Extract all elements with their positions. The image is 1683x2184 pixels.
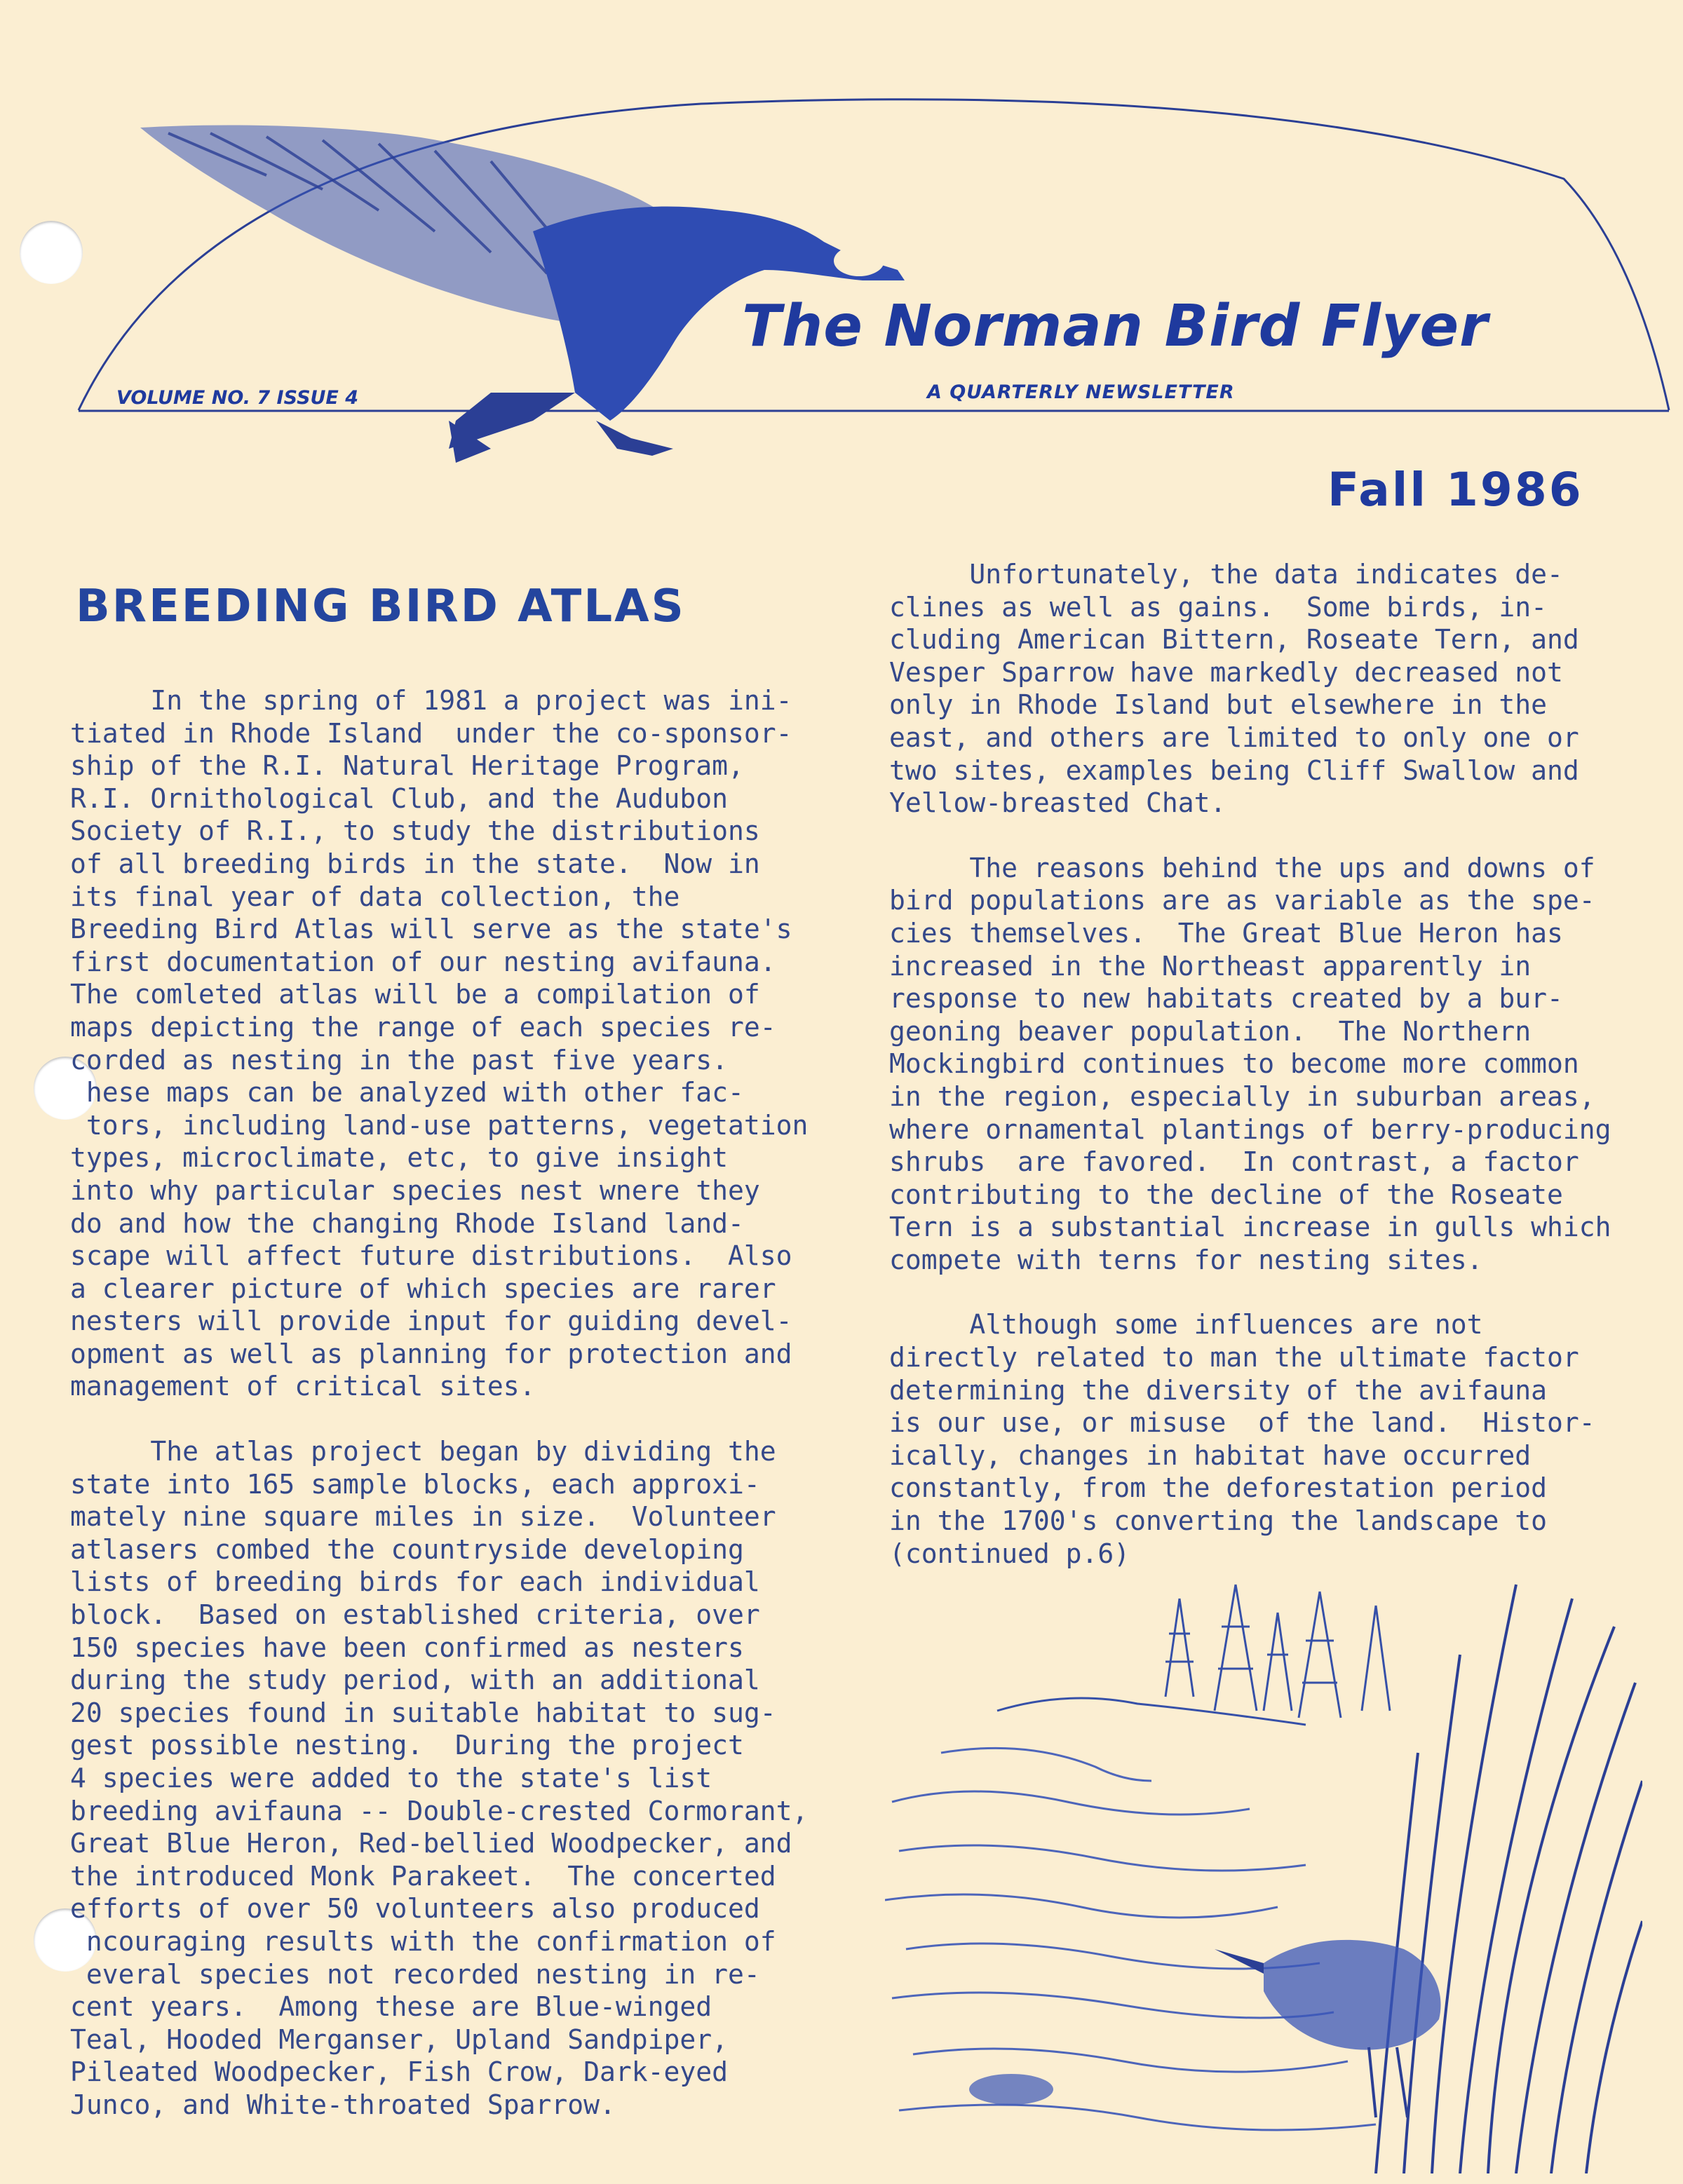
water-lines	[885, 1748, 1376, 2130]
text-line: The comleted atlas will be a compilation of	[70, 979, 760, 1010]
volume-issue: VOLUME NO. 7 ISSUE 4	[116, 387, 359, 409]
masthead	[0, 0, 1683, 477]
text-line: state into 165 sample blocks, each approxi-	[70, 1468, 760, 1500]
reeds	[1376, 1585, 1642, 2173]
text-line: cent years. Among these are Blue-winged	[70, 1991, 712, 2023]
continued-note: (continued p.6)	[889, 1538, 1130, 1569]
text-line: do and how the changing Rhode Island land-	[70, 1207, 744, 1239]
text-line: hese maps can be analyzed with other fac-	[70, 1077, 744, 1108]
text-line: compete with terns for nesting sites.	[889, 1244, 1483, 1275]
text-line: ncouraging results with the confirmation of	[70, 1925, 776, 1957]
text-line: Pileated Woodpecker, Fish Crow, Dark-eyed	[70, 2056, 728, 2088]
text-line: response to new habitats created by a bur-	[889, 983, 1563, 1015]
text-line: maps depicting the range of each species re-	[70, 1011, 776, 1043]
text-line: 4 species were added to the state's list	[70, 1763, 712, 1793]
text-line: gest possible nesting. During the project	[70, 1730, 744, 1761]
text-line: efforts of over 50 volunteers also produced	[70, 1893, 760, 1925]
text-line: cies themselves. The Great Blue Heron has	[889, 917, 1563, 949]
text-line: The reasons behind the ups and downs of	[889, 852, 1595, 883]
text-line: 150 species have been confirmed as nesters	[70, 1632, 744, 1663]
text-line: management of critical sites.	[70, 1371, 536, 1402]
bittern-bird	[1215, 1940, 1441, 2117]
text-line: a clearer picture of which species are rarer	[70, 1273, 776, 1304]
right-column	[889, 558, 1661, 1570]
text-line: R.I. Ornithological Club, and the Audubon	[70, 782, 728, 814]
text-line: its final year of data collection, the	[70, 881, 680, 912]
text-line: where ornamental plantings of berry-producing	[889, 1113, 1611, 1145]
text-line: cluding American Bittern, Roseate Tern, and	[889, 624, 1579, 656]
punch-hole-top	[20, 221, 83, 284]
text-line: bird populations are as variable as the spe-	[889, 885, 1595, 916]
text-line: contributing to the decline of the Roseate	[889, 1179, 1563, 1210]
text-line: only in Rhode Island but elsewhere in the	[889, 689, 1547, 721]
text-line: Unfortunately, the data indicates de-	[889, 559, 1563, 590]
text-line: clines as well as gains. Some birds, in-	[889, 591, 1547, 623]
text-line: 20 species found in suitable habitat to sug-	[70, 1697, 776, 1728]
text-line: ically, changes in habitat have occurred	[889, 1439, 1532, 1471]
text-line: determining the diversity of the avifauna	[889, 1374, 1547, 1406]
text-line: of all breeding birds in the state. Now in	[70, 848, 760, 879]
text-line: geoning beaver population. The Northern	[889, 1015, 1532, 1047]
text-line: Yellow-breasted Chat.	[889, 787, 1226, 819]
paragraph-gap	[70, 1403, 813, 1435]
text-line: is our use, or misuse of the land. Histor-	[889, 1407, 1595, 1439]
text-line: increased in the Northeast apparently in	[889, 950, 1532, 982]
text-line: Society of R.I., to study the distributions	[70, 815, 760, 847]
text-line: constantly, from the deforestation period	[889, 1472, 1547, 1504]
text-line: first documentation of our nesting avifauna.	[70, 946, 776, 977]
text-line: two sites, examples being Cliff Swallow and	[889, 754, 1579, 786]
text-line: breeding avifauna -- Double-crested Cormorant,	[70, 1795, 809, 1826]
text-line: scape will affect future distributions. Also	[70, 1240, 792, 1272]
text-line: tors, including land-use patterns, vegetation	[70, 1109, 809, 1141]
text-line: Teal, Hooded Merganser, Upland Sandpiper,	[70, 2023, 728, 2055]
text-line: lists of breeding birds for each individual	[70, 1566, 760, 1598]
text-line: In the spring of 1981 a project was ini-	[70, 685, 792, 716]
text-line: opment as well as planning for protection and	[70, 1338, 792, 1369]
turtle	[969, 2074, 1053, 2105]
text-line: in the 1700's converting the landscape to	[889, 1505, 1547, 1537]
text-line: Mockingbird continues to become more common	[889, 1048, 1579, 1080]
text-line: mately nine square miles in size. Volunteer	[70, 1501, 776, 1533]
text-line: Tern is a substantial increase in gulls which	[889, 1212, 1611, 1243]
text-line: into why particular species nest wnere they	[70, 1174, 760, 1206]
text-line: The atlas project began by dividing the	[70, 1436, 776, 1467]
text-line: tiated in Rhode Island under the co-sponsor-	[70, 717, 792, 749]
text-line: during the study period, with an additional	[70, 1664, 760, 1696]
newsletter-subtitle: A QUARTERLY NEWSLETTER	[927, 381, 1235, 403]
paragraph-gap	[889, 820, 1661, 852]
text-line: in the region, especially in suburban areas,	[889, 1080, 1595, 1112]
text-line: east, and others are limited to only one or	[889, 721, 1579, 753]
marsh-illustration	[885, 1571, 1642, 2173]
text-line: directly related to man the ultimate factor	[889, 1342, 1579, 1374]
tree-line	[997, 1585, 1390, 1725]
text-line: Junco, and White-throated Sparrow.	[70, 2089, 616, 2120]
article-headline: BREEDING BIRD ATLAS	[76, 581, 686, 632]
text-line: block. Based on established criteria, over	[70, 1599, 760, 1631]
left-column	[70, 684, 813, 2122]
text-line: everal species not recorded nesting in re-	[70, 1958, 760, 1990]
text-line: Although some influences are not	[889, 1309, 1483, 1341]
paragraph-gap	[889, 1276, 1661, 1308]
text-line: nesters will provide input for guiding devel-	[70, 1305, 792, 1337]
text-line: corded as nesting in the past five years.	[70, 1044, 728, 1076]
text-line: types, microclimate, etc, to give insight	[70, 1142, 728, 1174]
text-line: ship of the R.I. Natural Heritage Program,	[70, 750, 744, 782]
text-line: Great Blue Heron, Red-bellied Woodpecker, and	[70, 1828, 792, 1859]
text-line: shrubs are favored. In contrast, a factor	[889, 1146, 1579, 1178]
text-line: the introduced Monk Parakeet. The concerted	[70, 1860, 776, 1892]
newsletter-title: The Norman Bird Flyer	[742, 293, 1489, 360]
text-line: Vesper Sparrow have markedly decreased not	[889, 656, 1563, 688]
issue-season: Fall 1986	[1327, 463, 1583, 517]
text-line: atlasers combed the countryside developing	[70, 1533, 744, 1565]
text-line: Breeding Bird Atlas will serve as the state's	[70, 914, 792, 945]
